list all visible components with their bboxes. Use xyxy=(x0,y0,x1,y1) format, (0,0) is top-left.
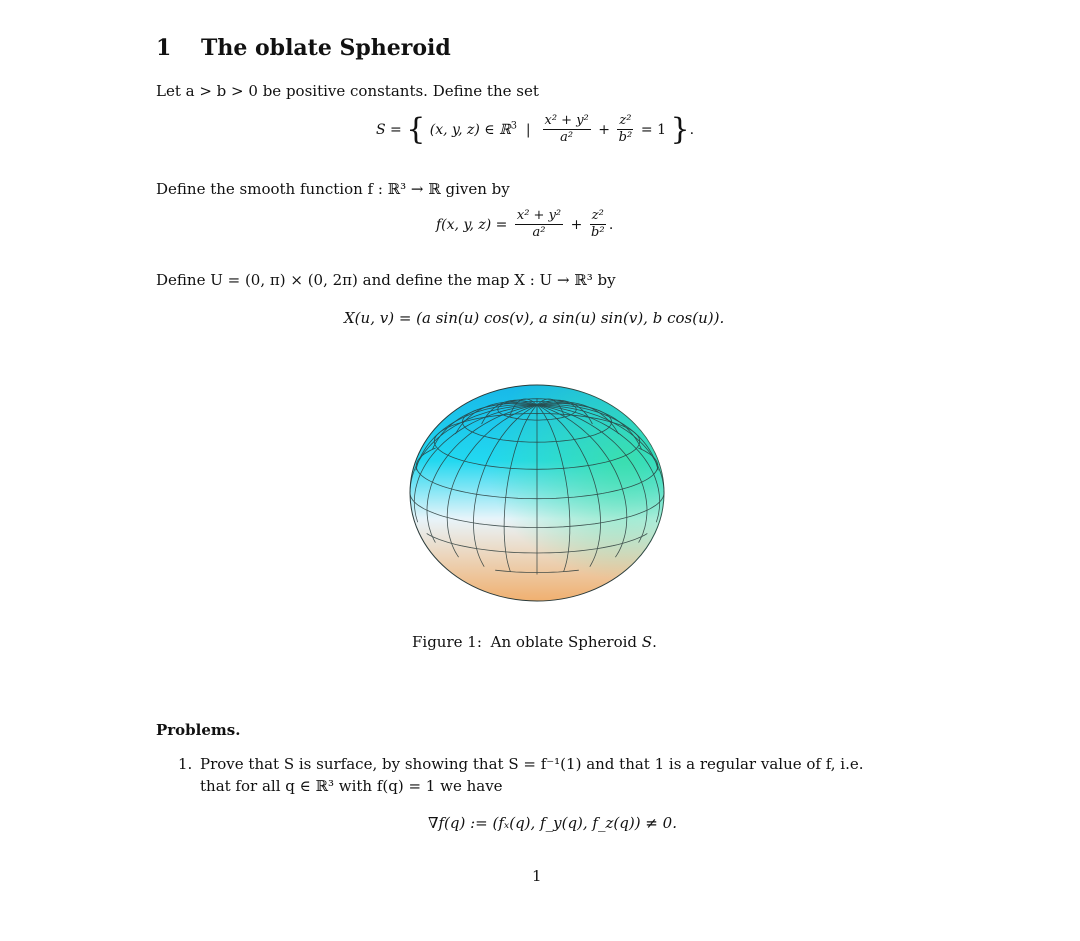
intro-text: Let a > b > 0 be positive constants. Define the set xyxy=(156,82,539,100)
function-definition-equation: f(x, y, z) = $\frac{\text{x² + y²}}{\text{a²}}$ + $\frac{\text{z²}}{\text{b²}}$ . xyxy=(436,208,614,241)
set-fraction-1: $\frac{\text{x² + y²}}{\text{a²}}$ xyxy=(544,113,589,146)
right-brace: } xyxy=(670,111,690,147)
problem-1-line-2: that for all q ∈ ℝ³ with f(q) = 1 we have xyxy=(200,777,503,795)
map-definition-equation: X(u, v) = (a sin(u) cos(v), a sin(u) sin(v), b cos(u)). xyxy=(344,309,725,327)
problem-1-line-1: Prove that S is surface, by showing that S = f⁻¹(1) and that 1 is a regular value of f, i.e. xyxy=(200,755,864,773)
section-title: The oblate Spheroid xyxy=(200,35,451,61)
set-bar: | xyxy=(521,121,536,138)
set-definition-equation: S = { (x, y, z) ∈ ℝ$^3$ | $\frac{\text{x² + y²}}{\text{a²}}$ + $\frac{\text{z²}}{\text{b²}}$ = 1 }. xyxy=(376,111,695,147)
problem-1-equation: ∇f(q) := (fₓ(q), f_y(q), f_z(q)) ≠ 0. xyxy=(428,814,677,832)
set-tuple: (x, y, z) ∈ ℝ xyxy=(429,121,511,138)
function-lhs: f(x, y, z) = xyxy=(436,216,508,233)
map-intro-text: Define U = (0, π) × (0, 2π) and define the map X : U → ℝ³ by xyxy=(156,271,616,289)
function-fraction-1: $\frac{\text{x² + y²}}{\text{a²}}$ xyxy=(516,208,562,241)
figure-caption-text: An oblate Spheroid xyxy=(490,633,637,651)
function-fraction-2: $\frac{\text{z²}}{\text{b²}}$ xyxy=(591,208,605,241)
figure-caption-symbol: S xyxy=(641,633,653,651)
left-brace: { xyxy=(406,111,426,147)
figure-caption-prefix: Figure 1: xyxy=(412,633,482,651)
set-lhs: S = xyxy=(376,121,402,138)
function-intro-text: Define the smooth function f : ℝ³ → ℝ given by xyxy=(156,180,510,198)
set-rhs: = 1 xyxy=(640,121,667,138)
set-fraction-2: $\frac{\text{z²}}{\text{b²}}$ xyxy=(618,113,633,146)
section-heading xyxy=(156,35,451,61)
figure-caption: Figure 1: An oblate Spheroid S. xyxy=(412,633,657,651)
section-number: 1 xyxy=(156,35,172,61)
problem-1-number: 1. xyxy=(178,755,193,773)
page-number: 1 xyxy=(532,867,542,885)
problems-heading: Problems. xyxy=(156,721,241,739)
spheroid-figure xyxy=(400,370,680,620)
